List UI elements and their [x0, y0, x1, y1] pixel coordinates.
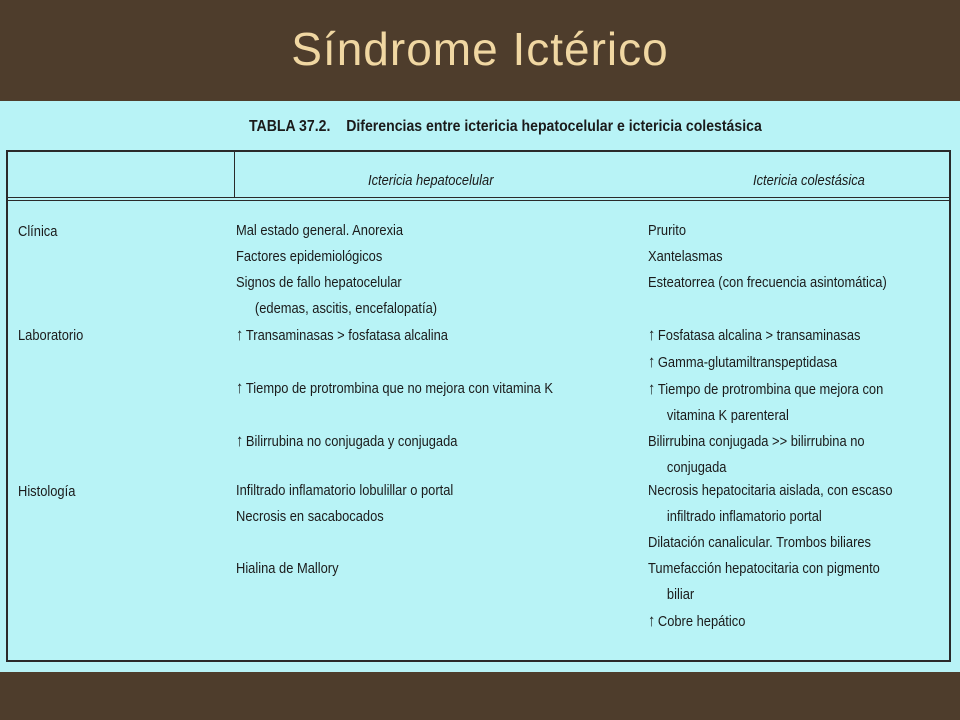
cell-line: infiltrado inflamatorio portal: [666, 508, 822, 525]
column-header-hepatocelular: Ictericia hepatocelular: [368, 172, 494, 189]
column-header-colestasica: Ictericia colestásica: [753, 172, 865, 189]
cell-clinica-hepatocelular: [236, 218, 437, 322]
cell-line: conjugada: [666, 459, 727, 476]
header-divider: [6, 197, 951, 201]
cell-line: Necrosis hepatocitaria aislada, con escaso: [648, 482, 893, 499]
cell-line: Infiltrado inflamatorio lobulillar o portal: [236, 482, 454, 499]
row-label-laboratorio: Laboratorio: [18, 327, 84, 344]
cell-line: ↑ Tiempo de protrombina que no mejora con vitamina K: [236, 375, 553, 402]
cell-laboratorio-hepatocelular: [236, 322, 553, 455]
cell-line: ↑ Tiempo de protrombina que mejora con: [648, 376, 883, 403]
cell-line: Necrosis en sacabocados: [236, 508, 384, 525]
cell-line: Hialina de Mallory: [236, 560, 339, 577]
cell-line: Esteatorrea (con frecuencia asintomática): [648, 274, 887, 291]
cell-laboratorio-colestasica: [648, 322, 883, 481]
cell-clinica-colestasica: [648, 218, 887, 296]
cell-line: ↑ Gamma-glutamiltranspeptidasa: [648, 349, 883, 376]
cell-line: ↑ Fosfatasa alcalina > transaminasas: [648, 322, 883, 349]
cell-line: vitamina K parenteral: [666, 407, 789, 424]
header-column-divider: [234, 151, 235, 198]
cell-line: Mal estado general. Anorexia: [236, 222, 404, 239]
cell-line: ↑ Transaminasas > fosfatasa alcalina: [236, 322, 553, 349]
cell-line: ↑ Cobre hepático: [648, 608, 893, 635]
cell-line: Xantelasmas: [648, 248, 723, 265]
cell-line: (edemas, ascitis, encefalopatía): [254, 300, 438, 317]
cell-line: Bilirrubina conjugada >> bilirrubina no: [648, 433, 865, 450]
cell-line: biliar: [666, 586, 695, 603]
cell-line: Tumefacción hepatocitaria con pigmento: [648, 560, 880, 577]
cell-histologia-colestasica: [648, 478, 893, 635]
cell-line: Signos de fallo hepatocelular: [236, 274, 402, 291]
cell-line: ↑ Bilirrubina no conjugada y conjugada: [236, 428, 553, 455]
table-caption-text: Diferencias entre ictericia hepatocelular e ictericia colestásica: [346, 118, 762, 135]
cell-line: Dilatación canalicular. Trombos biliares: [648, 534, 871, 551]
row-label-histologia: Histología: [18, 483, 76, 500]
table-number: TABLA 37.2.: [249, 118, 331, 135]
row-label-clinica: Clínica: [18, 223, 58, 240]
table-caption: [249, 118, 865, 136]
cell-line: [236, 530, 453, 556]
cell-line: [236, 402, 553, 428]
cell-histologia-hepatocelular: [236, 478, 453, 582]
slide-title: Síndrome Ictérico: [291, 23, 669, 75]
cell-line: Factores epidemiológicos: [236, 248, 383, 265]
cell-line: [236, 349, 553, 375]
cell-line: Prurito: [648, 222, 687, 239]
